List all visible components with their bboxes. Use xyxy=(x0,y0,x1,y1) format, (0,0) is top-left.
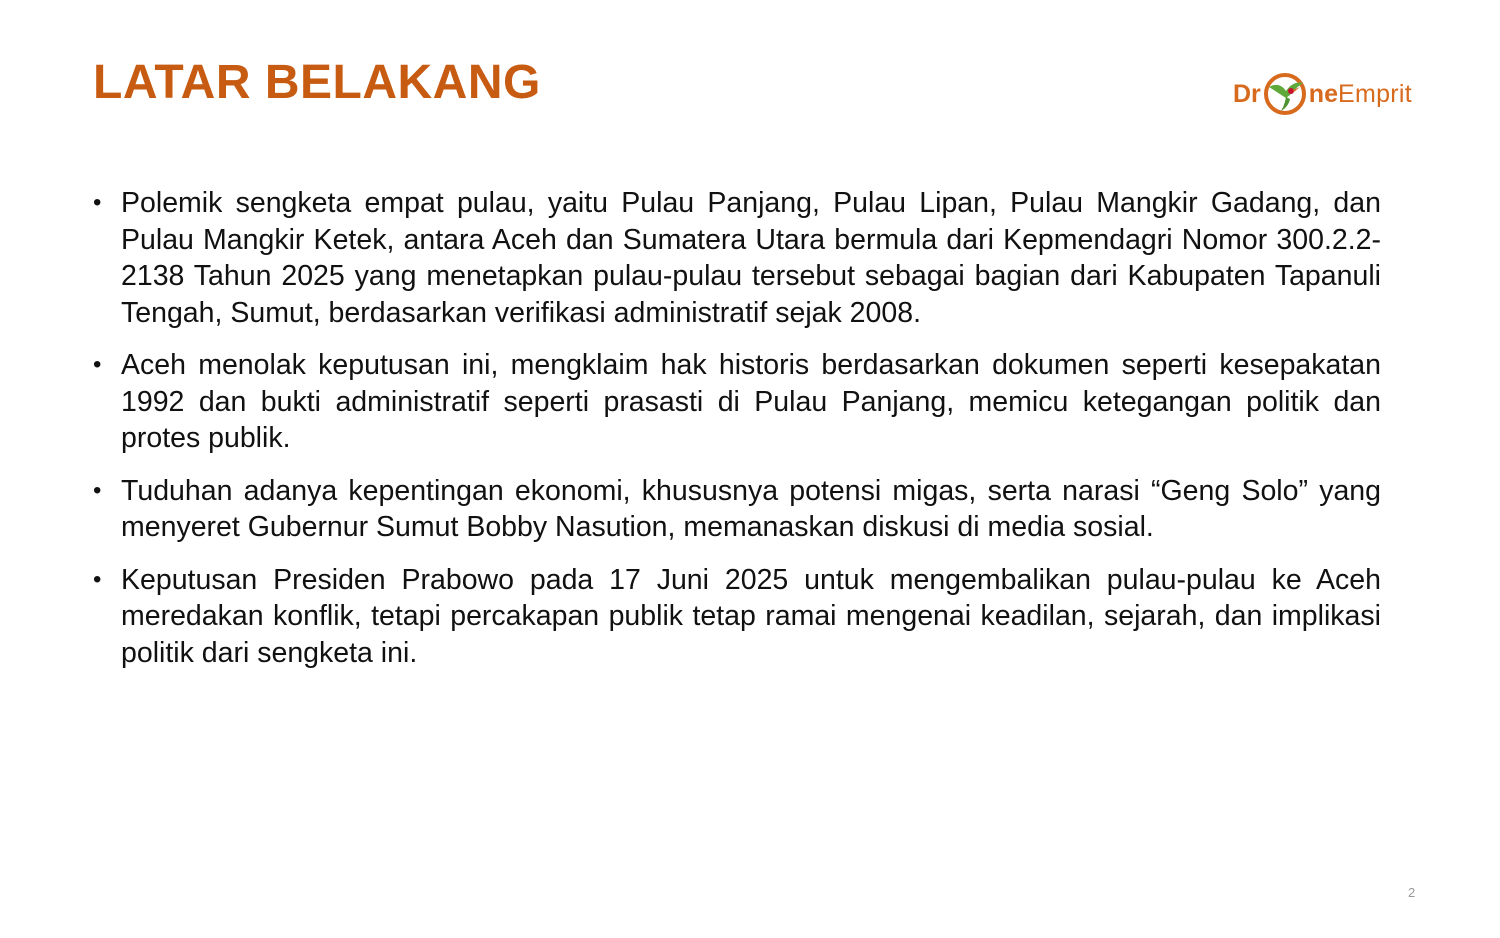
bullet-list xyxy=(93,185,1381,687)
slide-title: LATAR BELAKANG xyxy=(93,56,541,109)
logo-bird-head xyxy=(1288,88,1294,94)
logo-bird-tail xyxy=(1281,97,1290,111)
logo-text-ne: ne xyxy=(1308,80,1338,108)
bullet-item-3: • Tuduhan adanya kepentingan ekonomi, khususnya potensi migas, serta narasi “Geng Solo” yang menyeret Gubernur Sumut Bobby Nasution, memanaskan diskusi di media sosial. xyxy=(93,473,1381,546)
bullet-item-2: • Aceh menolak keputusan ini, mengklaim hak historis berdasarkan dokumen seperti kesepakatan 1992 dan bukti administratif seperti prasasti di Pulau Panjang, memicu ketegangan politik dan protes publik. xyxy=(93,347,1381,457)
logo-text-emprit: Emprit xyxy=(1337,80,1413,108)
drone-bird-icon xyxy=(1262,71,1308,117)
bullet-item-4: • Keputusan Presiden Prabowo pada 17 Juni 2025 untuk mengembalikan pulau-pulau ke Aceh meredakan konflik, tetapi percakapan publik tetap ramai mengenai keadilan, sejarah, dan implikasi politik dari sengketa ini. xyxy=(93,562,1381,672)
logo-text-dr: Dr xyxy=(1233,80,1261,108)
bullet-item-1: • Polemik sengketa empat pulau, yaitu Pulau Panjang, Pulau Lipan, Pulau Mangkir Gadang, dan Pulau Mangkir Ketek, antara Aceh dan Sumatera Utara bermula dari Kepmendagri Nomor 300.2.2-2138 Tahun 2025 yang menetapkan pulau-pulau tersebut sebagai bagian dari Kabupaten Tapanuli Tengah, Sumut, berdasarkan verifikasi administratif sejak 2008. xyxy=(93,185,1381,331)
drone-emprit-logo xyxy=(1233,66,1438,122)
logo-bird-wings xyxy=(1269,82,1303,98)
page-number: 2 xyxy=(1408,885,1416,900)
